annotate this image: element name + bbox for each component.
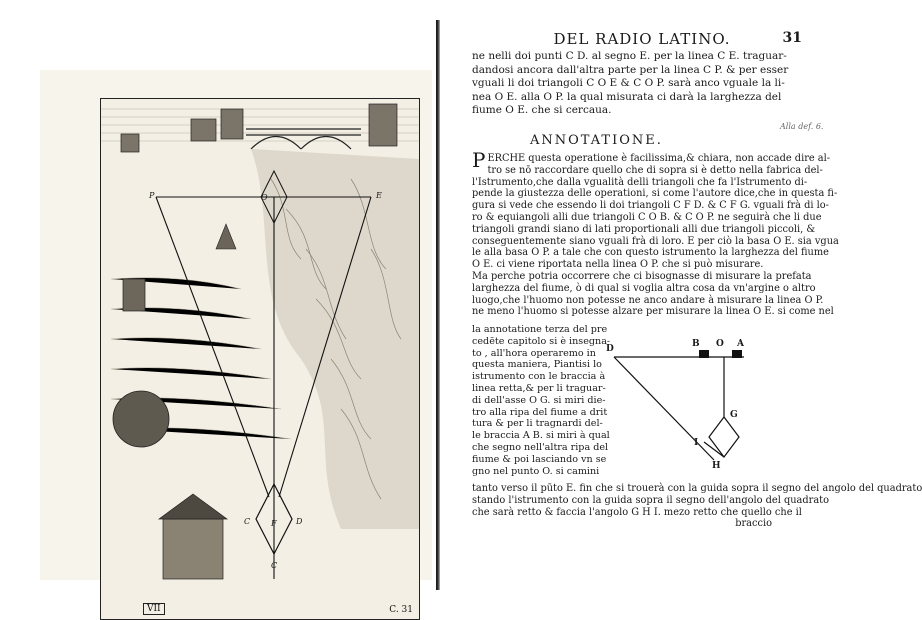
point-o-label: O: [261, 193, 268, 202]
tree: [113, 391, 169, 447]
left-page: [40, 70, 432, 615]
text-line: linea retta,& per li traguar-: [472, 382, 606, 394]
text-line: le alla basa O P. a tale che con questo istrumento la larghezza del fiume: [472, 247, 829, 259]
text-line: l'Istrumento,che dalla vgualità delli triangoli che fa l'Istrumento di-: [472, 176, 808, 188]
text-line: ro & equiangoli alli due triangoli C O B. & C O P. ne seguirà che li due: [472, 211, 822, 223]
drop-cap: P: [472, 148, 486, 172]
text-line: luogo,che l'huomo non potesse ne anco andare à misurare la linea O P.: [472, 294, 824, 306]
house: [163, 519, 223, 579]
text-line: che segno nell'altra ripa del: [472, 441, 609, 453]
diagram-label-o: O: [716, 339, 724, 349]
bridge: [246, 129, 361, 149]
text-line: istrumento con le braccia à: [472, 371, 606, 383]
text-line: Ma perche potria occorrere che ci bisognasse di misurare la prefata: [472, 270, 812, 282]
running-head: DEL RADIO LATINO.: [553, 30, 731, 48]
text-line: tro se nō raccordare quello che di sopra si è detto nella fabrica del-: [487, 164, 823, 176]
point-e-label: E: [376, 191, 382, 200]
text-line: pende la giustezza delle operationi, si come l'autore dice,che in questa fi-: [472, 188, 838, 200]
text-line: PERCHE questa operatione è facilissima,& chiara, non accade dire al-: [472, 148, 831, 172]
text-line: la annotatione terza del pre: [472, 324, 608, 335]
marginal-note: Alla def. 6.: [780, 122, 824, 131]
text-line: gura si vede che essendo li doi triangoli C F D. & C F G. vguali frà di lo-: [472, 200, 829, 212]
page-number: 31: [782, 30, 802, 46]
point-c2-label: C: [271, 561, 278, 570]
engraving-plate: [100, 98, 420, 620]
text-line: questa maniera, Piantisi lo: [472, 359, 602, 371]
opening-paragraph: [472, 50, 802, 118]
diagram-label-h: H: [712, 461, 721, 471]
triangle-construction: [604, 312, 754, 482]
point-p-label: P: [149, 191, 155, 200]
river-landscape-engraving: [101, 99, 419, 619]
plate-reference: C. 31: [389, 605, 413, 615]
catchword: braccio: [735, 518, 772, 530]
text-line: O E. ci viene riportata nella linea O P. che si può misurare.: [472, 259, 764, 271]
text-line: to , all'hora operaremo in: [472, 347, 596, 359]
text-line: vguali li doi triangoli C O E & C O P. sarà anco vguale la li-: [472, 77, 785, 89]
geometric-diagram: [604, 312, 754, 486]
text-line: triangoli grandi siano di lati proportionali alli due triangoli piccoli, &: [472, 223, 816, 235]
diagram-label-d: D: [606, 344, 614, 354]
narrow-column-text: [472, 324, 611, 477]
text-line: dandosi ancora dall'altra parte per la linea C P. & per esser: [472, 63, 789, 76]
diagram-label-g: G: [730, 410, 738, 420]
annotation-body: [472, 148, 839, 318]
text-line: fiume & poi lasciando vn se: [472, 453, 607, 465]
right-page: [442, 30, 922, 590]
text-line: cedēte capitolo si è insegna-: [472, 335, 611, 347]
diagram-label-a: A: [737, 339, 744, 349]
text-line: che sarà retto & faccia l'angolo G H I. mezo retto che quello che il: [472, 506, 802, 518]
text-line: nea O E. alla O P. la qual misurata ci darà la larghezza del: [472, 90, 782, 103]
text-line: ne meno l'huomo si potesse alzare per misurare la linea O E. si come nel: [472, 306, 834, 318]
text-line: le braccia A B. si miri à qual: [472, 430, 610, 442]
point-f-label: F: [271, 519, 277, 528]
diagram-label-b: B: [692, 339, 700, 349]
text-line: di dell'asse O G. si miri die-: [472, 394, 606, 406]
book-gutter: [436, 20, 440, 590]
text-line: ne nelli doi punti C D. al segno E. per la linea C E. traguar-: [472, 50, 787, 62]
text-line: larghezza del fiume, ò di qual si voglia altra cosa da vn'argine o altro: [472, 282, 816, 294]
text-line: fiume O E. che si cercaua.: [472, 104, 612, 116]
point-d-label: D: [296, 517, 303, 526]
text-line: stando l'istrumento con la guida sopra il segno dell'angolo del quadrato: [472, 494, 829, 506]
text-line: tura & per li tragnardi del-: [472, 418, 603, 430]
diagram-label-i: I: [694, 438, 699, 448]
text-line: tro alla ripa del fiume a drit: [472, 406, 608, 418]
text-line: conseguentemente siano vguali frà di loro. E per ciò la basa O E. sia vgua: [472, 235, 839, 247]
text-line: gno nel punto O. si camini: [472, 465, 600, 477]
plate-number: VII: [143, 603, 165, 615]
text-line: tanto verso il pūto E. fin che si trouerà con la guida sopra il segno del angolo del quadrato: [472, 483, 922, 494]
point-c-label: C: [244, 517, 251, 526]
closing-text: [472, 483, 922, 530]
section-title: ANNOTATIONE.: [530, 133, 663, 148]
